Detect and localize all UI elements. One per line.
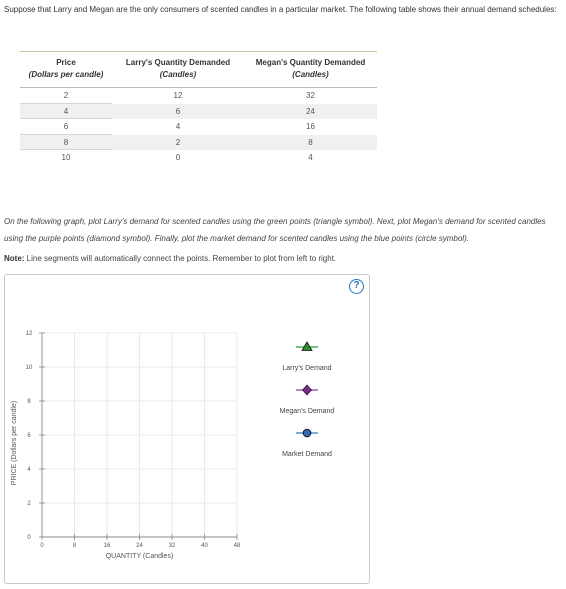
legend-market-label: Market Demand xyxy=(282,451,332,458)
cell-larry-qty: 6 xyxy=(112,104,244,120)
y-tick-label: 6 xyxy=(27,433,31,439)
cell-larry-qty: 12 xyxy=(173,91,183,100)
y-axis-title: PRICE (Dollars per candle) xyxy=(11,400,18,486)
y-tick-label: 8 xyxy=(27,399,31,405)
cell-larry-qty: 0 xyxy=(175,153,181,162)
instructions-text: On the following graph, plot Larry's demand for scented candles using the green points (triangle symbol). Next, plot Megan's demand for scented candles using the purple points (diamond symbol). Finally, plot the market demand for scented candles using the blue points (circle symbol). xyxy=(4,217,546,243)
cell-price: 6 xyxy=(20,119,112,135)
header-larry: Larry's Quantity Demanded (Candles) xyxy=(125,58,231,79)
y-tick-label: 0 xyxy=(27,535,31,541)
y-tick-label: 2 xyxy=(27,501,31,507)
x-tick-label: 24 xyxy=(136,543,143,549)
legend-megan-label: Megan's Demand xyxy=(279,408,335,415)
cell-larry-qty: 4 xyxy=(175,122,181,131)
diamond-icon xyxy=(303,385,312,395)
y-tick-label: 12 xyxy=(25,331,33,337)
x-tick-label: 8 xyxy=(72,543,77,549)
cell-megan-qty: 16 xyxy=(306,122,315,131)
x-tick-label: 0 xyxy=(40,543,44,549)
cell-price: 2 xyxy=(20,88,112,104)
cell-price: 8 xyxy=(20,135,112,151)
cell-megan-qty: 32 xyxy=(306,91,315,100)
header-price: Price (Dollars per candle) xyxy=(28,58,104,79)
intro-text: Suppose that Larry and Megan are the only consumers of scented candles in a particular market. The following table shows their annual demand schedules: xyxy=(4,5,557,14)
legend-larry-label: Larry's Demand xyxy=(282,365,332,372)
y-tick-label: 10 xyxy=(25,365,33,371)
x-axis-title: QUANTITY (Candles) xyxy=(105,553,174,560)
header-megan: Megan's Quantity Demanded (Candles) xyxy=(255,58,366,79)
cell-price: 10 xyxy=(61,153,71,162)
x-tick-label: 48 xyxy=(233,543,241,549)
cell-price: 4 xyxy=(20,104,112,120)
cell-larry-qty: 2 xyxy=(112,135,244,151)
help-icon[interactable]: ? xyxy=(349,279,364,294)
x-tick-label: 32 xyxy=(168,543,176,549)
note-text: Note: Line segments will automatically connect the points. Remember to plot from left to right. xyxy=(4,254,337,263)
cell-megan-qty: 8 xyxy=(244,135,377,151)
x-tick-label: 16 xyxy=(103,543,111,549)
x-tick-label: 40 xyxy=(201,543,208,549)
y-tick-label: 4 xyxy=(27,467,31,473)
cell-megan-qty: 4 xyxy=(308,153,313,162)
circle-icon xyxy=(303,429,311,437)
cell-megan-qty: 24 xyxy=(244,104,377,120)
